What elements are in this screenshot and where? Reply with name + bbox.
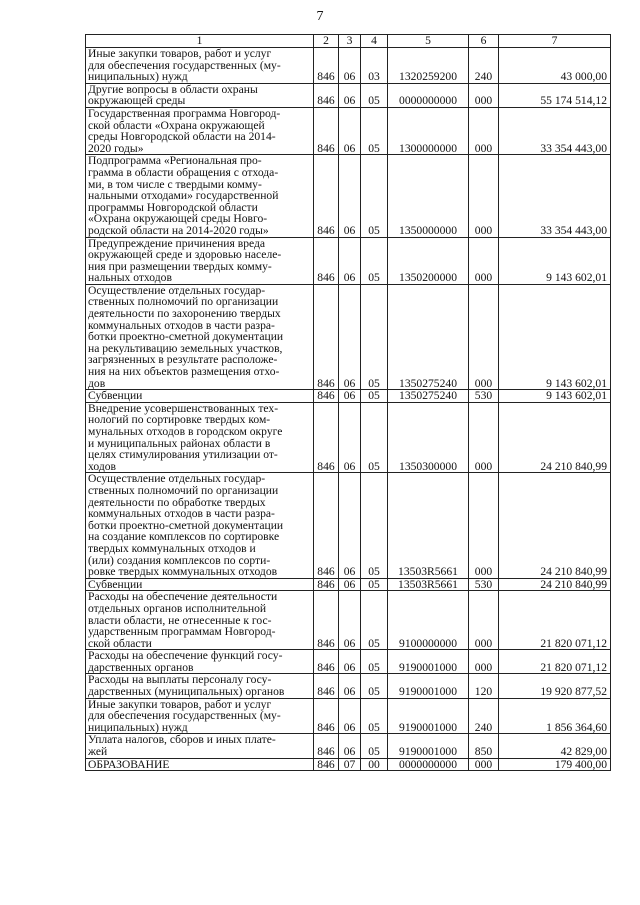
budget-table [85,34,611,771]
cell-amount: 21 820 071,12 [499,591,611,650]
cell-expense-type: 240 [469,48,499,84]
description-line: ниципальных) нужд [88,70,188,84]
description-line: ровке твердых коммунальных отходов [88,565,278,579]
cell-expense-type: 000 [469,284,499,389]
description-line: дарственных органов [88,660,194,674]
cell-subsection-code: 05 [361,390,388,403]
cell-expense-type: 000 [469,591,499,650]
cell-description [86,473,314,578]
cell-amount: 9 143 602,01 [499,390,611,403]
cell-amount: 21 820 071,12 [499,650,611,674]
cell-subsection-code: 05 [361,284,388,389]
table-row [86,237,611,284]
description-line: ственных полномочий по организации [88,295,279,309]
description-line: и муниципальных районах области в [88,436,271,450]
description-line: для обеспечения государственных (му- [88,709,281,723]
cell-section-code: 07 [339,758,361,771]
description-line: для обеспечения государственных (му- [88,58,281,72]
description-line: на создание комплексов по сортировке [88,530,280,544]
description-line: Уплата налогов, сборов и иных плате- [88,733,276,747]
description-line: программы Новгородской области [88,200,258,214]
description-line: Внедрение усовершенствованных тех- [88,402,279,415]
cell-target-article: 1350275240 [388,284,469,389]
cell-section-code: 06 [339,650,361,674]
column-header-row [86,35,611,48]
cell-expense-type: 000 [469,107,499,154]
description-line: среды Новгородской области на 2014- [88,130,276,144]
cell-subsection-code: 05 [361,674,388,698]
cell-section-code: 06 [339,48,361,84]
column-header: 5 [388,35,469,48]
cell-amount: 9 143 602,01 [499,237,611,284]
cell-amount: 33 354 443,00 [499,155,611,237]
cell-subsection-code: 05 [361,578,388,591]
description-line: Расходы на выплаты персоналу госу- [88,673,272,687]
cell-amount: 24 210 840,99 [499,578,611,591]
cell-expense-type: 000 [469,650,499,674]
column-header: 1 [86,35,314,48]
table-row [86,107,611,154]
cell-expense-type: 530 [469,578,499,591]
description-line: ской области «Охрана окружающей [88,118,265,132]
description-line: Расходы на обеспечение деятельности [88,590,278,604]
cell-expense-type: 000 [469,402,499,473]
cell-description [86,650,314,674]
description-line: Субвенции [88,578,143,591]
description-line: 2020 годы» [88,141,144,155]
cell-subsection-code: 05 [361,402,388,473]
cell-ministry-code: 846 [314,578,339,591]
description-line: дов [88,376,106,390]
cell-subsection-code: 05 [361,83,388,107]
cell-description [86,674,314,698]
cell-description [86,155,314,237]
description-line: Другие вопросы в области охраны [88,83,258,96]
cell-amount: 33 354 443,00 [499,107,611,154]
cell-expense-type: 000 [469,473,499,578]
column-header: 6 [469,35,499,48]
description-line: ния при размещении твердых комму- [88,259,272,273]
cell-section-code: 06 [339,698,361,734]
cell-description [86,578,314,591]
cell-target-article: 9100000000 [388,591,469,650]
description-line: коммунальных отходов в части разра- [88,318,275,332]
table-row [86,83,611,107]
cell-description [86,734,314,758]
description-line: Осуществление отдельных государ- [88,284,266,297]
description-line: ботки проектно-сметной документации [88,330,284,344]
cell-section-code: 06 [339,390,361,403]
cell-target-article: 1320259200 [388,48,469,84]
cell-expense-type: 000 [469,83,499,107]
cell-amount: 9 143 602,01 [499,284,611,389]
cell-amount: 24 210 840,99 [499,402,611,473]
cell-target-article: 1350275240 [388,390,469,403]
column-header: 7 [499,35,611,48]
description-line: целях стимулирования утилизации от- [88,448,278,462]
description-line: «Охрана окружающей среды Новго- [88,212,268,226]
cell-target-article: 1350300000 [388,402,469,473]
cell-section-code: 06 [339,155,361,237]
description-line: Иные закупки товаров, работ и услуг [88,47,272,60]
table-row [86,390,611,403]
cell-amount: 55 174 514,12 [499,83,611,107]
cell-ministry-code: 846 [314,107,339,154]
cell-amount: 42 829,00 [499,734,611,758]
description-line: на рекультивацию земельных участков, [88,341,283,355]
cell-target-article: 1300000000 [388,107,469,154]
description-line: окружающей среде и здоровью населе- [88,248,282,262]
cell-amount: 19 920 877,52 [499,674,611,698]
cell-subsection-code: 05 [361,155,388,237]
cell-target-article: 13503R5661 [388,473,469,578]
description-line: ми, в том числе с твердыми комму- [88,177,262,191]
cell-description [86,591,314,650]
cell-expense-type: 120 [469,674,499,698]
cell-ministry-code: 846 [314,591,339,650]
description-line: коммунальных отходов в части разра- [88,507,275,521]
cell-ministry-code: 846 [314,473,339,578]
cell-subsection-code: 05 [361,650,388,674]
description-line: ственных полномочий по организации [88,483,279,497]
cell-subsection-code: 05 [361,698,388,734]
description-line: ударственным программам Новгород- [88,625,276,639]
description-line: загрязненных в результате расположе- [88,353,278,367]
cell-amount: 43 000,00 [499,48,611,84]
column-header: 2 [314,35,339,48]
description-line: нальными отходами» государственной [88,189,279,203]
column-header: 4 [361,35,388,48]
cell-ministry-code: 846 [314,48,339,84]
cell-subsection-code: 00 [361,758,388,771]
cell-description [86,107,314,154]
cell-ministry-code: 846 [314,650,339,674]
description-line: нальных отходов [88,271,172,285]
cell-description [86,284,314,389]
cell-subsection-code: 05 [361,237,388,284]
cell-description [86,237,314,284]
cell-ministry-code: 846 [314,83,339,107]
cell-description [86,48,314,84]
cell-description [86,698,314,734]
cell-amount: 24 210 840,99 [499,473,611,578]
description-line: ниципальных) нужд [88,720,188,734]
column-header: 3 [339,35,361,48]
cell-section-code: 06 [339,473,361,578]
cell-ministry-code: 846 [314,698,339,734]
description-line: ния на них объектов размещения отхо- [88,365,280,379]
description-line: Субвенции [88,389,143,403]
table-row [86,734,611,758]
cell-section-code: 06 [339,284,361,389]
cell-expense-type: 240 [469,698,499,734]
description-line: Подпрограмма «Региональная про- [88,154,262,168]
description-line: дарственных (муниципальных) органов [88,685,285,699]
table-row [86,473,611,578]
cell-description [86,83,314,107]
description-line: (или) создания комплексов по сорти- [88,553,271,567]
cell-subsection-code: 05 [361,473,388,578]
cell-target-article: 0000000000 [388,83,469,107]
cell-ministry-code: 846 [314,390,339,403]
cell-description [86,390,314,403]
cell-section-code: 06 [339,734,361,758]
description-line: Государственная программа Новгород- [88,107,281,120]
description-line: твердых коммунальных отходов и [88,541,256,555]
cell-target-article: 9190001000 [388,650,469,674]
cell-ministry-code: 846 [314,758,339,771]
cell-expense-type: 530 [469,390,499,403]
cell-section-code: 06 [339,578,361,591]
description-line: власти области, не отнесенные к гос- [88,613,272,627]
cell-target-article: 9190001000 [388,698,469,734]
description-line: ботки проектно-сметной документации [88,518,284,532]
table-row [86,578,611,591]
table-row [86,284,611,389]
cell-ministry-code: 846 [314,284,339,389]
cell-ministry-code: 846 [314,734,339,758]
table-row [86,155,611,237]
cell-target-article: 0000000000 [388,758,469,771]
cell-target-article: 9190001000 [388,674,469,698]
description-line: мунальных отходов в городском округе [88,425,283,438]
table-row [86,674,611,698]
description-line: родской области на 2014-2020 годы» [88,223,269,237]
cell-expense-type: 000 [469,237,499,284]
cell-ministry-code: 846 [314,402,339,473]
cell-ministry-code: 846 [314,674,339,698]
cell-target-article: 13503R5661 [388,578,469,591]
description-line: жей [88,745,108,759]
cell-target-article: 9190001000 [388,734,469,758]
cell-subsection-code: 03 [361,48,388,84]
cell-subsection-code: 05 [361,107,388,154]
cell-ministry-code: 846 [314,237,339,284]
cell-section-code: 06 [339,83,361,107]
cell-amount: 179 400,00 [499,758,611,771]
description-line: Предупреждение причинения вреда [88,237,266,250]
cell-description [86,402,314,473]
cell-section-code: 06 [339,674,361,698]
cell-expense-type: 000 [469,155,499,237]
description-line: ОБРАЗОВАНИЕ [88,758,170,771]
cell-section-code: 06 [339,402,361,473]
description-line: Иные закупки товаров, работ и услуг [88,698,272,711]
cell-ministry-code: 846 [314,155,339,237]
cell-section-code: 06 [339,591,361,650]
description-line: Осуществление отдельных государ- [88,472,266,486]
description-line: деятельности по обработке твердых [88,495,266,509]
cell-target-article: 1350000000 [388,155,469,237]
cell-expense-type: 000 [469,758,499,771]
table-row [86,758,611,771]
cell-target-article: 1350200000 [388,237,469,284]
page-number: 7 [316,9,324,24]
cell-subsection-code: 05 [361,734,388,758]
description-line: окружающей среды [88,94,186,108]
cell-section-code: 06 [339,107,361,154]
description-line: грамма в области обращения с отхода- [88,165,279,179]
table-row [86,698,611,734]
cell-section-code: 06 [339,237,361,284]
description-line: деятельности по захоронению твердых [88,307,281,321]
cell-description [86,758,314,771]
cell-expense-type: 850 [469,734,499,758]
table-row [86,650,611,674]
table-row [86,48,611,84]
description-line: Расходы на обеспечение функций госу- [88,649,283,663]
table-row [86,402,611,473]
cell-subsection-code: 05 [361,591,388,650]
description-line: нологий по сортировке твердых ком- [88,413,271,427]
table-row [86,591,611,650]
description-line: отдельных органов исполнительной [88,601,267,615]
cell-amount: 1 856 364,60 [499,698,611,734]
description-line: ходов [88,459,116,473]
description-line: ской области [88,636,152,650]
